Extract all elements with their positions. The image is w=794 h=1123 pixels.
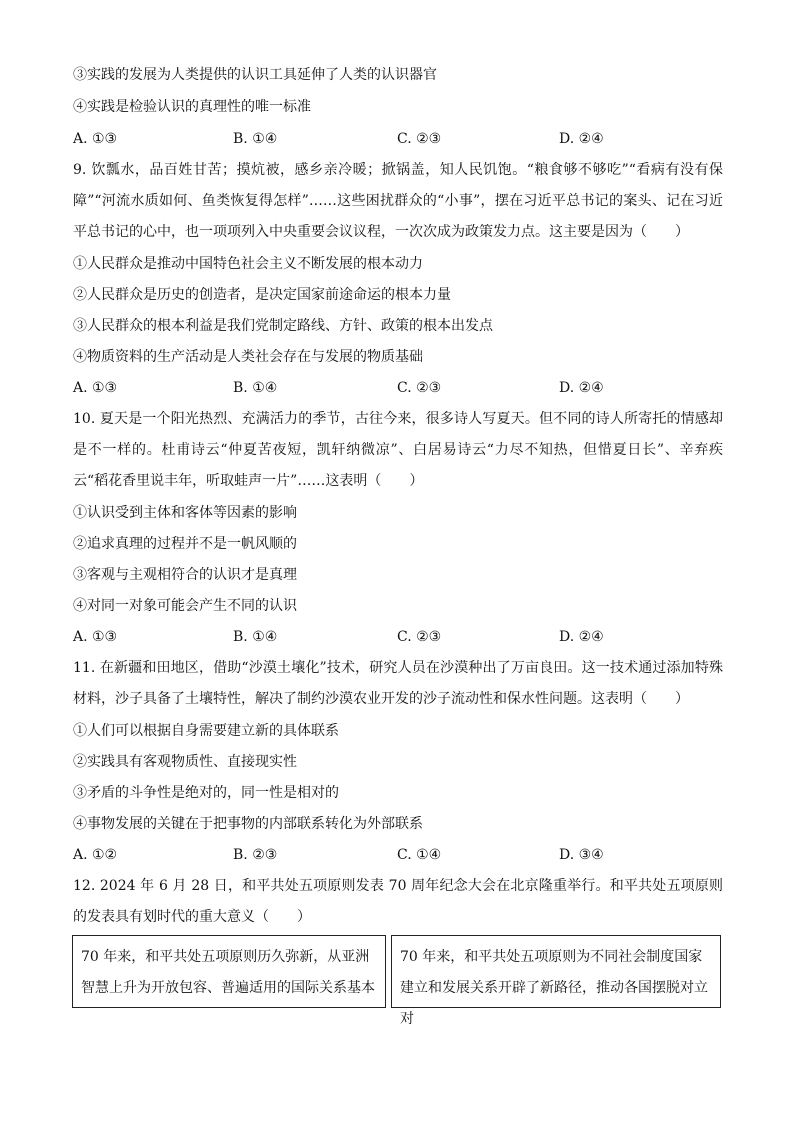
q8-option-a[interactable]: A. ①③ bbox=[73, 131, 118, 147]
q9-options bbox=[73, 378, 725, 398]
q8-option-d[interactable]: D. ②④ bbox=[559, 131, 604, 147]
q10-option-b[interactable]: B. ①④ bbox=[233, 629, 278, 645]
q8-statement-3: ③实践的发展为人类提供的认识工具延伸了人类的认识器官 bbox=[73, 67, 437, 83]
q8-option-b[interactable]: B. ①④ bbox=[233, 131, 278, 147]
q9-statement-2: ②人民群众是历史的创造者，是决定国家前途命运的根本力量 bbox=[73, 287, 451, 303]
q10-options bbox=[73, 627, 725, 647]
q12-material-box-right: 70 年来，和平共处五项原则为不同社会制度国家建立和发展关系开辟了新路径，推动各国摆脱对立对 bbox=[391, 935, 721, 1008]
q11-option-c[interactable]: C. ①④ bbox=[397, 847, 442, 863]
q11-statement-1: ①人们可以根据自身需要建立新的具体联系 bbox=[73, 723, 339, 739]
q11-statement-4: ④事物发展的关键在于把事物的内部联系转化为外部联系 bbox=[73, 816, 423, 832]
q10-stem: 10. 夏天是一个阳光热烈、充满活力的季节，古往今来，很多诗人写夏天。但不同的诗人所寄托的情感却是不一样的。杜甫诗云“仲夏苦夜短，凯轩纳微凉”、白居易诗云“力尽不知热，但惜夏日长”、辛弃疾云“稻花香里说丰年，听取蛙声一片”……这表明（ ） bbox=[73, 411, 723, 489]
q11-statement-2: ②实践具有客观物质性、直接现实性 bbox=[73, 754, 297, 770]
q10-option-c[interactable]: C. ②③ bbox=[397, 629, 442, 645]
q11-option-b[interactable]: B. ②③ bbox=[233, 847, 278, 863]
q8-statement-4: ④实践是检验认识的真理性的唯一标准 bbox=[73, 99, 311, 115]
q12-stem: 12. 2024 年 6 月 28 日，和平共处五项原则发表 70 周年纪念大会在北京隆重举行。和平共处五项原则的发表具有划时代的重大意义（ ） bbox=[73, 878, 723, 925]
q9-option-b[interactable]: B. ①④ bbox=[233, 380, 278, 396]
q9-option-a[interactable]: A. ①③ bbox=[73, 380, 118, 396]
q9-stem: 9. 饮瓢水，品百姓甘苦；摸炕被，感乡亲冷暖；掀锅盖，知人民饥饱。“粮食够不够吃”“看病有没有保障”“河流水质如何、鱼类恢复得怎样”……这些困扰群众的“小事”，摆在习近平总书记的案头、记在习近平总书记的心中，也一项项列入中央重要会议议程，一次次成为政策发力点。这主要是因为（ ） bbox=[73, 162, 723, 240]
q9-statement-4: ④物质资料的生产活动是人类社会存在与发展的物质基础 bbox=[73, 349, 423, 365]
q10-statement-3: ③客观与主观相符合的认识才是真理 bbox=[73, 567, 297, 583]
q11-options bbox=[73, 845, 725, 865]
q11-option-a[interactable]: A. ①② bbox=[73, 847, 118, 863]
q9-option-c[interactable]: C. ②③ bbox=[397, 380, 442, 396]
q8-option-c[interactable]: C. ②③ bbox=[397, 131, 442, 147]
q11-statement-3: ③矛盾的斗争性是绝对的，同一性是相对的 bbox=[73, 785, 339, 801]
q10-option-d[interactable]: D. ②④ bbox=[559, 629, 604, 645]
q8-options bbox=[73, 129, 725, 149]
q12-material-box-left: 70 年来，和平共处五项原则历久弥新，从亚洲智慧上升为开放包容、普遍适用的国际关系基本 bbox=[72, 935, 386, 1008]
q10-statement-1: ①认识受到主体和客体等因素的影响 bbox=[73, 505, 297, 521]
q9-statement-3: ③人民群众的根本利益是我们党制定路线、方针、政策的根本出发点 bbox=[73, 318, 493, 334]
q11-stem: 11. 在新疆和田地区，借助“沙漠土壤化”技术，研究人员在沙漠种出了万亩良田。这一技术通过添加特殊材料，沙子具备了土壤特性，解决了制约沙漠农业开发的沙子流动性和保水性问题。这表明（ ） bbox=[73, 660, 723, 707]
q10-option-a[interactable]: A. ①③ bbox=[73, 629, 118, 645]
q11-option-d[interactable]: D. ③④ bbox=[559, 847, 604, 863]
q9-option-d[interactable]: D. ②④ bbox=[559, 380, 604, 396]
q10-statement-2: ②追求真理的过程并不是一帆风顺的 bbox=[73, 536, 297, 552]
q10-statement-4: ④对同一对象可能会产生不同的认识 bbox=[73, 598, 297, 614]
q9-statement-1: ①人民群众是推动中国特色社会主义不断发展的根本动力 bbox=[73, 256, 423, 272]
